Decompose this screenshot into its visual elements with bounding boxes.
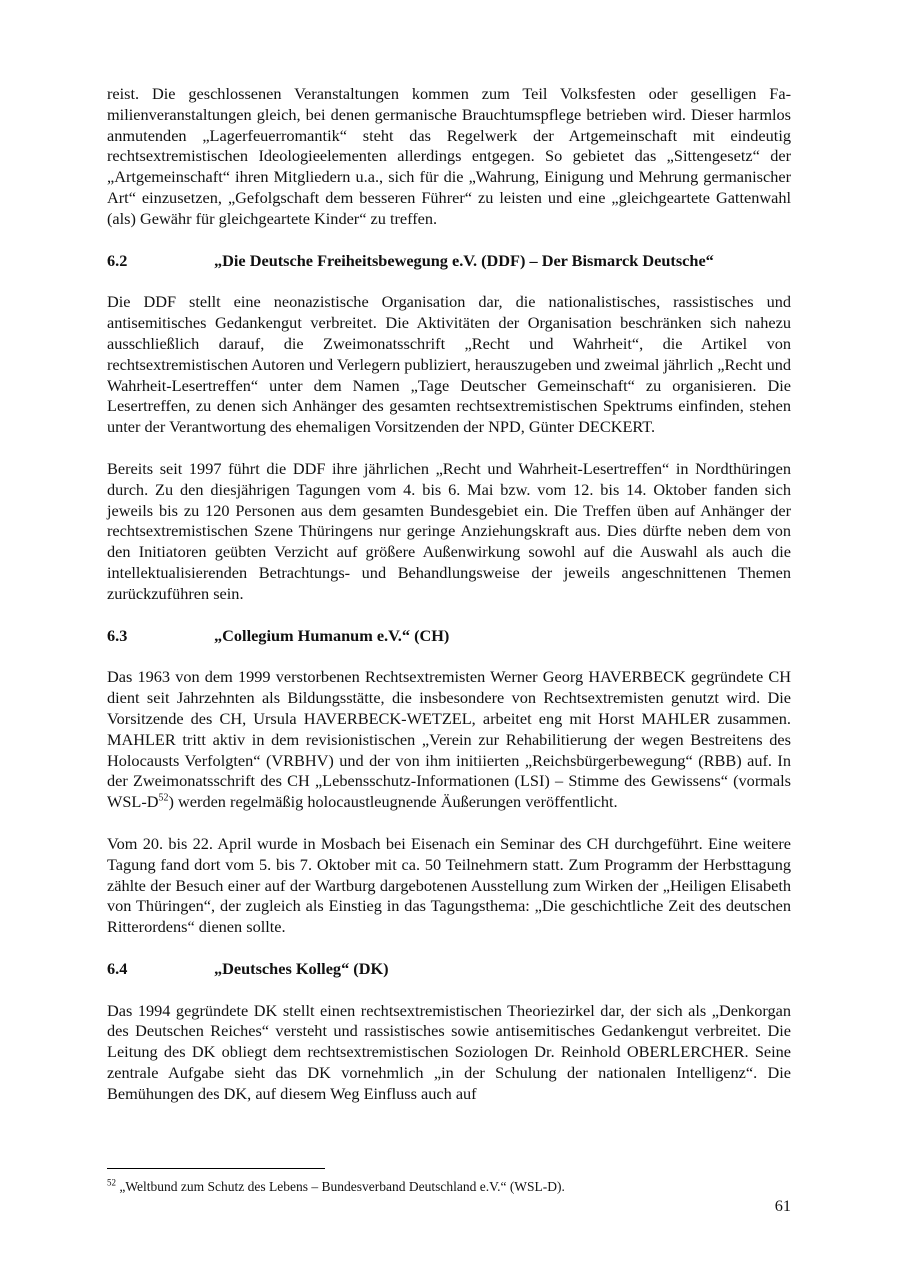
document-body — [107, 84, 791, 1105]
section-title: „Die Deutsche Freiheitsbewegung e.V. (DDF) – Der Bismarck Deutsche“ — [214, 250, 714, 270]
section-title: „Collegium Humanum e.V.“ (CH) — [214, 625, 450, 645]
section-number: 6.2 — [107, 250, 128, 270]
paragraph-artgemeinschaft: reist. Die geschlossenen Veranstaltungen kommen zum Teil Volksfesten oder geselligen Familienveranstaltungen gleich, bei denen germanische Brauchtumspflege betrieben wird. Dieser harmlos anmutenden „Lagerfeuerromantik“ steht das Regelwerk der Artgemeinschaft mit eindeutig rechtsextremistischen Ideologieelementen allerdings entgegen. So gebietet das „Sittengesetz“ der „Artgemeinschaft“ ihren Mitgliedern u.a., sich für die „Wahrung, Einigung und Mehrung germanischer Art“ einzusetzen, „Gefolgschaft dem besseren Führer“ zu leisten und eine „gleichgeartete Gattenwahl (als) Gewähr für gleichgeartete Kinder“ zu treffen. — [107, 84, 791, 228]
footnote-reference[interactable]: 52 — [158, 792, 169, 804]
footnote-mark: 52 — [107, 1177, 116, 1188]
footnote — [107, 1178, 791, 1195]
paragraph-ch-intro — [107, 667, 791, 813]
footnote-text: „Weltbund zum Schutz des Lebens – Bundesverband Deutschland e.V.“ (WSL-D). — [119, 1179, 565, 1194]
paragraph-ddf-meetings: Bereits seit 1997 führt die DDF ihre jährlichen „Recht und Wahrheit-Lesertreffen“ in Nordthüringen durch. Zu den diesjährigen Tagungen vom 4. bis 6. Mai bzw. vom 12. bis 14. Oktober fanden sich jeweils bis zu 120 Personen aus dem gesamten Bundesgebiet ein. Die Treffen üben auf Anhänger der rechtsextremistischen Szene Thüringens nur geringe Anziehungskraft aus. Dies dürfte neben dem von den Initiatoren geübten Verzicht auf größere Außenwirkung sowohl auf die Auswahl als auch die intellektualisierenden Betrachtungs- und Behandlungsweise der jeweils angeschnittenen Themen zurückzuführen sein. — [107, 458, 791, 603]
page-number: 61 — [774, 1196, 791, 1215]
section-heading-6-3 — [107, 626, 791, 647]
paragraph-text: ) werden regelmäßig holocaustleugnende Äußerungen veröffentlicht. — [168, 792, 618, 812]
section-title: „Deutsches Kolleg“ (DK) — [214, 958, 389, 978]
paragraph-ddf-intro: Die DDF stellt eine neonazistische Organisation dar, die nationalistisches, rassistisches und antisemitisches Gedankengut verbreitet. Die Aktivitäten der Organisation beschränken sich nahezu ausschließlich darauf, die Zweimonatsschrift „Recht und Wahrheit“, die Artikel von rechtsextremistischen Autoren und Verlegern publiziert, herauszugeben und zweimal jährlich „Recht und Wahrheit-Lesertreffen“ unter dem Namen „Tage Deutscher Gemeinschaft“ zu organisieren. Die Lesertreffen, zu denen sich Anhänger des gesamten rechtsextremistischen Spektrums einfinden, stehen unter der Verantwortung des ehemaligen Vorsitzenden der NPD, Günter DECKERT. — [107, 292, 791, 437]
paragraph-ch-seminars: Vom 20. bis 22. April wurde in Mosbach bei Eisenach ein Seminar des CH durchgeführt. Eine weitere Tagung fand dort vom 5. bis 7. Oktober mit ca. 50 Teilnehmern statt. Zum Programm der Herbsttagung zählte der Besuch einer auf der Wartburg dargebotenen Ausstellung zum Wirken der „Heiligen Elisabeth von Thüringen“, der zugleich als Einstieg in das Tagungsthema: „Die geschichtliche Zeit des deutschen Ritterordens“ dienen sollte. — [107, 833, 791, 937]
paragraph-text: Das 1963 von dem 1999 verstorbenen Rechtsextremisten Werner Georg HAVERBECK gegründete CH dient seit Jahrzehnten als Bildungsstätte, die insbesondere von Rechtsextremisten genutzt wird. Die Vorsitzende des CH, Ursula HAVERBECK-WETZEL, arbeitet eng mit Horst MAHLER zusammen. MAHLER tritt aktiv in dem revisionistischen „Verein zur Rehabilitierung der wegen Bestreitens des Holocausts Verfolgten“ (VRBHV) und der von ihm initiierten „Reichsbürgerbewegung“ (RBB) auf. In der Zweimonatsschrift des CH „Lebensschutz-Informationen (LSI) – Stimme des Gewissens“ (vormals WSL-D — [107, 667, 791, 812]
paragraph-dk-intro: Das 1994 gegründete DK stellt einen rechtsextremistischen Theoriezirkel dar, der sich als „Denkorgan des Deutschen Reiches“ versteht und rassistisches sowie antisemitisches Gedankengut verbreitet. Die Leitung des DK obliegt dem rechtsextremistischen Soziologen Dr. Reinhold OBERLERCHER. Seine zentrale Aufgabe sieht das DK vornehmlich „in der Schulung der nationalen Intelligenz“. Die Bemühungen des DK, auf diesem Weg Einfluss auch auf — [107, 1000, 791, 1103]
section-heading-6-4 — [107, 959, 791, 980]
section-heading-6-2 — [107, 251, 791, 272]
section-number: 6.3 — [107, 625, 128, 645]
footnote-separator — [107, 1168, 325, 1169]
section-number: 6.4 — [107, 958, 128, 978]
